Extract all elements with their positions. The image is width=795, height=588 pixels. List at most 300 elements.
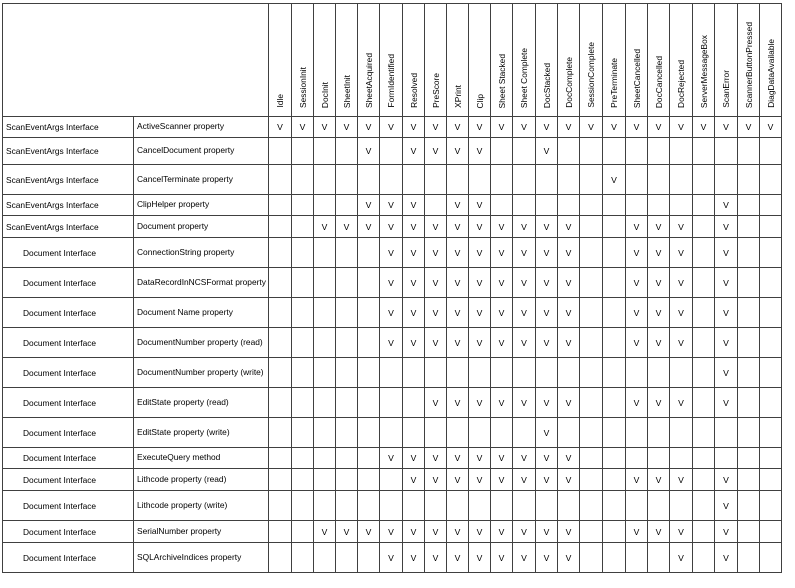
empty-cell [491, 195, 513, 216]
check-mark-cell: V [715, 469, 738, 491]
column-header-label: PreScore [430, 73, 441, 108]
empty-cell [760, 165, 782, 195]
empty-cell [580, 138, 603, 165]
empty-cell [269, 328, 292, 358]
check-mark-cell: V [469, 448, 491, 469]
empty-cell [648, 543, 670, 573]
empty-cell [292, 328, 314, 358]
check-mark-cell: V [358, 216, 380, 238]
check-mark-cell: V [536, 388, 558, 418]
table-row [3, 238, 782, 268]
empty-cell [380, 138, 403, 165]
empty-cell [693, 195, 715, 216]
check-mark-cell: V [447, 543, 469, 573]
member-cell: Document property [134, 216, 269, 238]
empty-cell [336, 195, 358, 216]
check-mark-cell: V [491, 543, 513, 573]
check-mark-cell: V [536, 238, 558, 268]
member-cell: Lithcode property (read) [134, 469, 269, 491]
empty-cell [603, 138, 626, 165]
empty-cell [693, 543, 715, 573]
column-header [269, 4, 292, 117]
interface-cell: Document Interface [3, 358, 134, 388]
check-mark-cell: V [670, 328, 693, 358]
member-cell: ClipHelper property [134, 195, 269, 216]
empty-cell [336, 298, 358, 328]
check-mark-cell: V [558, 388, 580, 418]
check-mark-cell: V [536, 268, 558, 298]
interface-cell: Document Interface [3, 491, 134, 521]
column-header-label: DiagDataAvailable [765, 39, 776, 108]
empty-cell [626, 491, 648, 521]
check-mark-cell: V [380, 268, 403, 298]
check-mark-cell: V [536, 469, 558, 491]
empty-cell [760, 388, 782, 418]
empty-cell [603, 216, 626, 238]
empty-cell [336, 543, 358, 573]
empty-cell [292, 388, 314, 418]
empty-cell [358, 418, 380, 448]
member-cell: ConnectionString property [134, 238, 269, 268]
check-mark-cell: V [670, 543, 693, 573]
empty-cell [358, 448, 380, 469]
empty-cell [760, 195, 782, 216]
empty-cell [447, 491, 469, 521]
check-mark-cell: V [626, 298, 648, 328]
empty-cell [648, 418, 670, 448]
interface-cell: ScanEventArgs Interface [3, 117, 134, 138]
check-mark-cell: V [670, 388, 693, 418]
empty-cell [380, 418, 403, 448]
check-mark-cell: V [469, 268, 491, 298]
check-mark-cell: V [380, 543, 403, 573]
column-header-label: SheetCancelled [631, 48, 642, 108]
empty-cell [760, 358, 782, 388]
check-mark-cell: V [336, 521, 358, 543]
check-mark-cell: V [670, 469, 693, 491]
interface-cell: ScanEventArgs Interface [3, 195, 134, 216]
empty-cell [447, 358, 469, 388]
check-mark-cell: V [558, 448, 580, 469]
check-mark-cell: V [403, 448, 425, 469]
empty-cell [693, 165, 715, 195]
empty-cell [670, 165, 693, 195]
check-mark-cell: V [626, 268, 648, 298]
check-mark-cell: V [425, 388, 447, 418]
empty-cell [314, 138, 336, 165]
check-mark-cell: V [403, 469, 425, 491]
empty-cell [760, 216, 782, 238]
check-mark-cell: V [403, 328, 425, 358]
empty-cell [314, 388, 336, 418]
empty-cell [693, 268, 715, 298]
empty-cell [269, 388, 292, 418]
column-header-label: FormIdentified [385, 54, 396, 108]
check-mark-cell: V [336, 117, 358, 138]
empty-cell [336, 238, 358, 268]
check-mark-cell: V [536, 543, 558, 573]
empty-cell [269, 195, 292, 216]
check-mark-cell: V [648, 216, 670, 238]
table-row [3, 268, 782, 298]
column-header-label: Sheet Complete [518, 47, 529, 108]
check-mark-cell: V [380, 298, 403, 328]
empty-cell [292, 491, 314, 521]
column-header [580, 4, 603, 117]
empty-cell [292, 469, 314, 491]
empty-cell [336, 138, 358, 165]
member-cell: EditState property (write) [134, 418, 269, 448]
empty-cell [491, 358, 513, 388]
empty-cell [380, 388, 403, 418]
empty-cell [292, 195, 314, 216]
check-mark-cell: V [469, 195, 491, 216]
empty-cell [358, 298, 380, 328]
empty-cell [292, 216, 314, 238]
empty-cell [292, 138, 314, 165]
empty-cell [292, 165, 314, 195]
empty-cell [469, 491, 491, 521]
empty-cell [336, 448, 358, 469]
table-row [3, 358, 782, 388]
empty-cell [292, 448, 314, 469]
column-header-label: DocInit [319, 81, 330, 108]
empty-cell [670, 448, 693, 469]
check-mark-cell: V [403, 268, 425, 298]
empty-cell [314, 358, 336, 388]
empty-cell [603, 521, 626, 543]
empty-cell [269, 298, 292, 328]
check-mark-cell: V [447, 328, 469, 358]
empty-cell [513, 138, 536, 165]
check-mark-cell: V [558, 268, 580, 298]
check-mark-cell: V [536, 138, 558, 165]
column-header-label: Idle [274, 94, 285, 108]
column-header [536, 4, 558, 117]
empty-cell [536, 195, 558, 216]
empty-cell [670, 491, 693, 521]
table-row [3, 216, 782, 238]
empty-cell [380, 469, 403, 491]
empty-cell [580, 418, 603, 448]
empty-cell [558, 165, 580, 195]
empty-cell [760, 469, 782, 491]
interface-cell: ScanEventArgs Interface [3, 165, 134, 195]
check-mark-cell: V [425, 328, 447, 358]
column-header [626, 4, 648, 117]
empty-cell [380, 491, 403, 521]
check-mark-cell: V [513, 543, 536, 573]
empty-cell [358, 543, 380, 573]
empty-cell [693, 418, 715, 448]
empty-cell [403, 418, 425, 448]
empty-cell [469, 165, 491, 195]
empty-cell [269, 216, 292, 238]
empty-cell [760, 238, 782, 268]
interface-cell: Document Interface [3, 469, 134, 491]
empty-cell [558, 195, 580, 216]
check-mark-cell: V [648, 298, 670, 328]
interface-cell: ScanEventArgs Interface [3, 216, 134, 238]
empty-cell [760, 418, 782, 448]
empty-cell [603, 358, 626, 388]
empty-cell [603, 195, 626, 216]
empty-cell [403, 491, 425, 521]
empty-cell [626, 138, 648, 165]
empty-cell [425, 358, 447, 388]
column-header [425, 4, 447, 117]
empty-cell [580, 165, 603, 195]
empty-cell [447, 418, 469, 448]
empty-cell [536, 165, 558, 195]
empty-cell [269, 138, 292, 165]
table-row [3, 117, 782, 138]
column-header [491, 4, 513, 117]
check-mark-cell: V [558, 117, 580, 138]
check-mark-cell: V [536, 298, 558, 328]
member-cell: ExecuteQuery method [134, 448, 269, 469]
member-cell: Document Name property [134, 298, 269, 328]
member-cell: SQLArchiveIndices property [134, 543, 269, 573]
empty-cell [292, 298, 314, 328]
column-header-label: XPrint [452, 85, 463, 108]
column-header-label: ScanError [720, 70, 731, 108]
empty-cell [336, 328, 358, 358]
check-mark-cell: V [536, 448, 558, 469]
empty-cell [292, 358, 314, 388]
empty-cell [648, 491, 670, 521]
empty-cell [314, 298, 336, 328]
check-mark-cell: V [380, 448, 403, 469]
column-header [469, 4, 491, 117]
check-mark-cell: V [648, 469, 670, 491]
check-mark-cell: V [513, 268, 536, 298]
check-mark-cell: V [648, 117, 670, 138]
check-mark-cell: V [447, 298, 469, 328]
interface-cell: Document Interface [3, 388, 134, 418]
empty-cell [626, 195, 648, 216]
check-mark-cell: V [447, 238, 469, 268]
empty-cell [738, 238, 760, 268]
empty-cell [760, 543, 782, 573]
column-header-label: Resolved [408, 73, 419, 108]
empty-cell [336, 491, 358, 521]
column-header [648, 4, 670, 117]
empty-cell [491, 165, 513, 195]
check-mark-cell: V [513, 469, 536, 491]
member-cell: CancelDocument property [134, 138, 269, 165]
check-mark-cell: V [670, 298, 693, 328]
empty-cell [269, 268, 292, 298]
check-mark-cell: V [447, 117, 469, 138]
column-header-label: ServerMessageBox [698, 34, 709, 108]
empty-cell [380, 165, 403, 195]
column-header-label: SheetAcquired [363, 53, 374, 108]
empty-cell [292, 543, 314, 573]
empty-cell [336, 388, 358, 418]
empty-cell [626, 418, 648, 448]
empty-cell [336, 165, 358, 195]
empty-cell [336, 469, 358, 491]
check-mark-cell: V [425, 216, 447, 238]
empty-cell [760, 521, 782, 543]
table-row [3, 521, 782, 543]
check-mark-cell: V [626, 388, 648, 418]
empty-cell [558, 138, 580, 165]
member-cell: CancelTerminate property [134, 165, 269, 195]
empty-cell [292, 238, 314, 268]
empty-cell [738, 195, 760, 216]
member-cell: ActiveScanner property [134, 117, 269, 138]
check-mark-cell: V [648, 388, 670, 418]
empty-cell [603, 543, 626, 573]
check-mark-cell: V [603, 117, 626, 138]
check-mark-cell: V [425, 117, 447, 138]
check-mark-cell: V [380, 238, 403, 268]
check-mark-cell: V [513, 521, 536, 543]
empty-cell [425, 195, 447, 216]
empty-cell [314, 165, 336, 195]
empty-cell [403, 358, 425, 388]
member-cell: EditState property (read) [134, 388, 269, 418]
column-header-label: DocRejected [675, 60, 686, 108]
empty-cell [580, 491, 603, 521]
column-header [738, 4, 760, 117]
member-cell: SerialNumber property [134, 521, 269, 543]
check-mark-cell: V [469, 388, 491, 418]
empty-cell [760, 298, 782, 328]
check-mark-cell: V [715, 268, 738, 298]
empty-cell [670, 195, 693, 216]
table-row [3, 448, 782, 469]
check-mark-cell: V [670, 117, 693, 138]
column-header [336, 4, 358, 117]
check-mark-cell: V [469, 238, 491, 268]
member-cell: Lithcode property (write) [134, 491, 269, 521]
empty-cell [513, 491, 536, 521]
empty-cell [760, 328, 782, 358]
check-mark-cell: V [715, 195, 738, 216]
empty-cell [358, 358, 380, 388]
empty-cell [580, 195, 603, 216]
member-cell: DocumentNumber property (read) [134, 328, 269, 358]
check-mark-cell: V [558, 298, 580, 328]
empty-cell [358, 238, 380, 268]
empty-cell [314, 268, 336, 298]
interface-cell: Document Interface [3, 521, 134, 543]
column-header-label: Clip [474, 93, 485, 108]
empty-cell [425, 165, 447, 195]
empty-cell [693, 358, 715, 388]
column-header-label: PreTerminate [608, 58, 619, 108]
check-mark-cell: V [513, 216, 536, 238]
check-mark-cell: V [715, 298, 738, 328]
check-mark-cell: V [403, 238, 425, 268]
check-mark-cell: V [469, 469, 491, 491]
table-row [3, 543, 782, 573]
check-mark-cell: V [580, 117, 603, 138]
empty-cell [603, 448, 626, 469]
check-mark-cell: V [670, 238, 693, 268]
table-row [3, 328, 782, 358]
check-mark-cell: V [715, 543, 738, 573]
table-row [3, 469, 782, 491]
check-mark-cell: V [403, 298, 425, 328]
empty-cell [603, 328, 626, 358]
empty-cell [603, 469, 626, 491]
corner-cell [3, 4, 269, 117]
empty-cell [648, 358, 670, 388]
empty-cell [648, 195, 670, 216]
empty-cell [670, 418, 693, 448]
interface-cell: Document Interface [3, 543, 134, 573]
member-cell: DocumentNumber property (write) [134, 358, 269, 388]
table-row [3, 165, 782, 195]
check-mark-cell: V [491, 521, 513, 543]
check-mark-cell: V [425, 268, 447, 298]
empty-cell [269, 448, 292, 469]
empty-cell [314, 418, 336, 448]
empty-cell [447, 165, 469, 195]
check-mark-cell: V [358, 117, 380, 138]
empty-cell [269, 491, 292, 521]
table-row [3, 388, 782, 418]
column-header-label: SessionComplete [585, 42, 596, 108]
check-mark-cell: V [447, 448, 469, 469]
table-row [3, 491, 782, 521]
empty-cell [670, 138, 693, 165]
empty-cell [292, 418, 314, 448]
empty-cell [693, 238, 715, 268]
interface-cell: Document Interface [3, 448, 134, 469]
check-mark-cell: V [403, 521, 425, 543]
empty-cell [580, 298, 603, 328]
empty-cell [469, 418, 491, 448]
interface-cell: Document Interface [3, 268, 134, 298]
empty-cell [358, 328, 380, 358]
empty-cell [715, 138, 738, 165]
empty-cell [760, 268, 782, 298]
empty-cell [693, 328, 715, 358]
check-mark-cell: V [292, 117, 314, 138]
empty-cell [336, 418, 358, 448]
column-header [292, 4, 314, 117]
empty-cell [580, 388, 603, 418]
check-mark-cell: V [513, 238, 536, 268]
check-mark-cell: V [715, 521, 738, 543]
empty-cell [314, 491, 336, 521]
check-mark-cell: V [670, 216, 693, 238]
check-mark-cell: V [626, 117, 648, 138]
empty-cell [513, 165, 536, 195]
check-mark-cell: V [670, 268, 693, 298]
check-mark-cell: V [513, 328, 536, 358]
check-mark-cell: V [425, 469, 447, 491]
check-mark-cell: V [447, 268, 469, 298]
empty-cell [314, 328, 336, 358]
check-mark-cell: V [513, 298, 536, 328]
empty-cell [580, 216, 603, 238]
column-header [513, 4, 536, 117]
empty-cell [603, 298, 626, 328]
empty-cell [738, 138, 760, 165]
empty-cell [536, 358, 558, 388]
check-mark-cell: V [380, 117, 403, 138]
empty-cell [738, 469, 760, 491]
empty-cell [336, 268, 358, 298]
check-mark-cell: V [491, 268, 513, 298]
check-mark-cell: V [670, 521, 693, 543]
